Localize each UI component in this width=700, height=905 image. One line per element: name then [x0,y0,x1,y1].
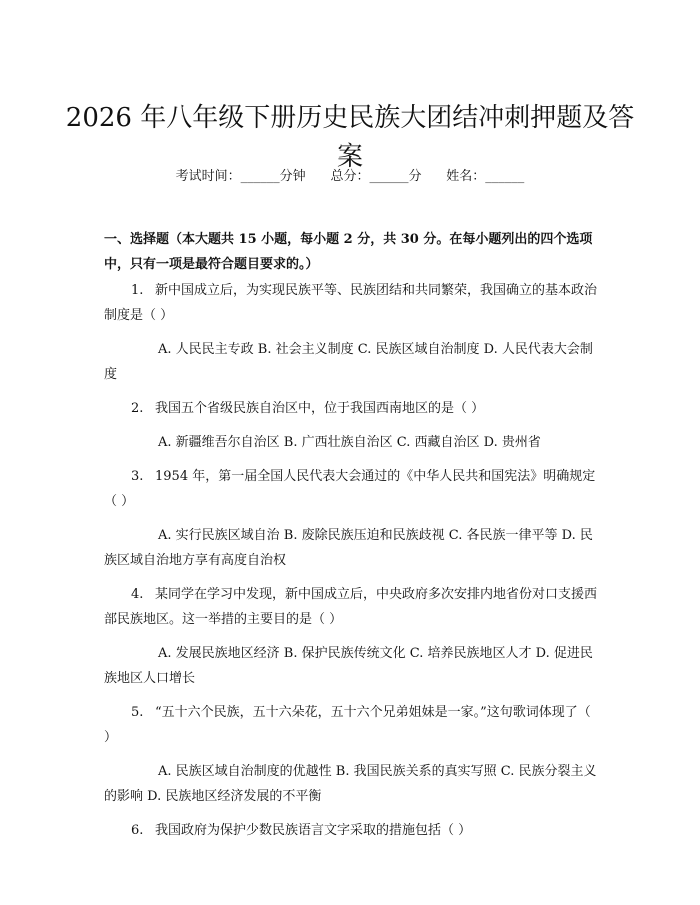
question-number: 2. [131,401,144,416]
exam-meta [0,167,700,187]
question-1 [104,278,597,328]
exam-time-field: 考试时间：______分钟 [175,169,306,184]
exam-title: 2026 年八年级下册历史民族大团结冲刺押题及答案 [65,103,635,173]
section-header: 一、选择题（本大题共 15 小题，每小题 2 分，共 30 分。在每小题列出的四个选项中，只有一项是最符合题目要求的。） [104,232,593,272]
question-text: 我国政府为保护少数民族语言文字采取的措施包括（ ） [155,823,472,838]
question-6 [104,818,597,843]
question-number: 5. [131,705,144,720]
question-number: 4. [131,587,144,602]
question-text: 我国五个省级民族自治区中，位于我国西南地区的是（ ） [155,401,485,416]
question-number: 1. [131,283,144,298]
question-5-options: A. 民族区域自治制度的优越性 B. 我国民族关系的真实写照 C. 民族分裂主义的影响 D. 民族地区经济发展的不平衡 [104,764,597,804]
question-5 [104,700,597,750]
question-2 [104,396,597,421]
question-text: 新中国成立后，为实现民族平等、民族团结和共同繁荣，我国确立的基本政治制度是（ ） [104,283,598,323]
exam-score-field: 总分：______分 [330,169,422,184]
question-4 [104,582,597,632]
question-number: 6. [131,823,144,838]
question-4-options: A. 发展民族地区经济 B. 保护民族传统文化 C. 培养民族地区人才 D. 促进民族地区人口增长 [104,646,593,686]
question-3-options: A. 实行民族区域自治 B. 废除民族压迫和民族歧视 C. 各民族一律平等 D. 民族区域自治地方享有高度自治权 [104,528,593,568]
question-3 [104,464,597,514]
question-text: 某同学在学习中发现，新中国成立后，中央政府多次安排内地省份对口支援西部民族地区。这一举措的主要目的是（ ） [104,587,598,627]
question-text: 1954 年，第一届全国人民代表大会通过的《中华人民共和国宪法》明确规定（ ） [104,469,596,509]
question-text: “五十六个民族，五十六朵花，五十六个兄弟姐妹是一家。”这句歌词体现了（ ） [104,705,591,745]
student-name-field: 姓名：______ [446,169,525,184]
question-2-options: A. 新疆维吾尔自治区 B. 广西壮族自治区 C. 西藏自治区 D. 贵州省 [158,435,541,450]
question-number: 3. [131,469,144,484]
question-list [104,278,597,852]
question-1-options: A. 人民民主专政 B. 社会主义制度 C. 民族区域自治制度 D. 人民代表大会制度 [104,342,593,382]
